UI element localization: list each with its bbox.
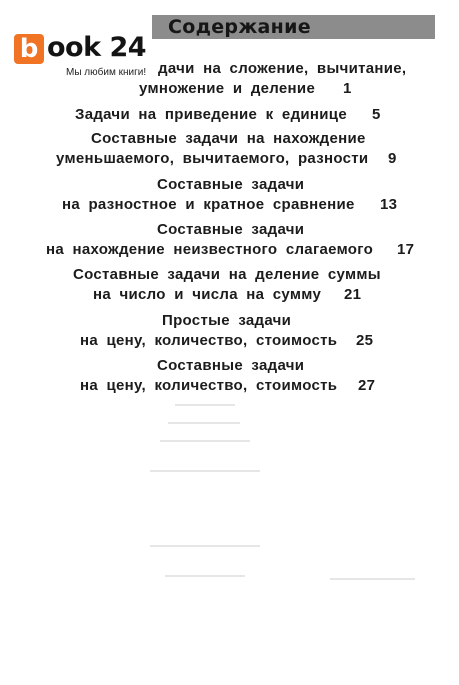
toc-entry-6-line-1: Составные задачи на деление суммы bbox=[73, 266, 381, 283]
show-through-mark bbox=[160, 440, 250, 442]
toc-entry-2-page: 5 bbox=[372, 106, 381, 123]
toc-entry-1-line-2: умножение и деление 1 bbox=[0, 78, 459, 100]
toc-entry-7-line-2: на цену, количество, стоимость 25 bbox=[0, 330, 459, 352]
logo-tagline: Мы любим книги! bbox=[66, 67, 147, 78]
toc-entry-6-line-2: на число и числа на сумму 21 bbox=[0, 284, 459, 306]
toc-entry-8-line-1: Составные задачи bbox=[157, 357, 305, 374]
show-through-mark bbox=[175, 404, 235, 406]
toc-entry-3-page: 9 bbox=[388, 150, 397, 167]
toc-entry-1-page: 1 bbox=[343, 80, 352, 97]
toc-entry-5-line-1: Составные задачи bbox=[157, 221, 305, 238]
toc-entry-4-line-2: на разностное и кратное сравнение 13 bbox=[0, 194, 459, 216]
show-through-mark bbox=[150, 545, 260, 547]
show-through-mark bbox=[165, 575, 245, 577]
toc-entry-2-line-1: Задачи на приведение к единице 5 bbox=[0, 104, 459, 126]
toc-entry-3-line-2: уменьшаемого, вычитаемого, разности 9 bbox=[0, 148, 459, 170]
toc-entry-7-page: 25 bbox=[356, 332, 374, 349]
logo-letter: b bbox=[19, 34, 39, 64]
toc-entry-8-page: 27 bbox=[358, 377, 376, 394]
toc-entry-4-page: 13 bbox=[380, 196, 398, 213]
toc-entry-7-line-1: Простые задачи bbox=[162, 312, 292, 329]
toc-entry-5-line-2: на нахождение неизвестного слагаемого 17 bbox=[0, 239, 459, 261]
toc-entry-3-line-1: Составные задачи на нахождение bbox=[91, 130, 366, 147]
toc-entry-5-page: 17 bbox=[397, 241, 415, 258]
show-through-mark bbox=[168, 422, 240, 424]
toc-entry-6-page: 21 bbox=[344, 286, 362, 303]
toc-entry-1-line-1: дачи на сложение, вычитание, bbox=[158, 60, 407, 77]
logo-wordmark: ook 24 bbox=[47, 32, 147, 63]
show-through-mark bbox=[330, 578, 415, 580]
page-title: Содержание bbox=[168, 16, 311, 38]
toc-entry-4-line-1: Составные задачи bbox=[157, 176, 305, 193]
toc-entry-8-line-2: на цену, количество, стоимость 27 bbox=[0, 375, 459, 397]
show-through-mark bbox=[150, 470, 260, 472]
